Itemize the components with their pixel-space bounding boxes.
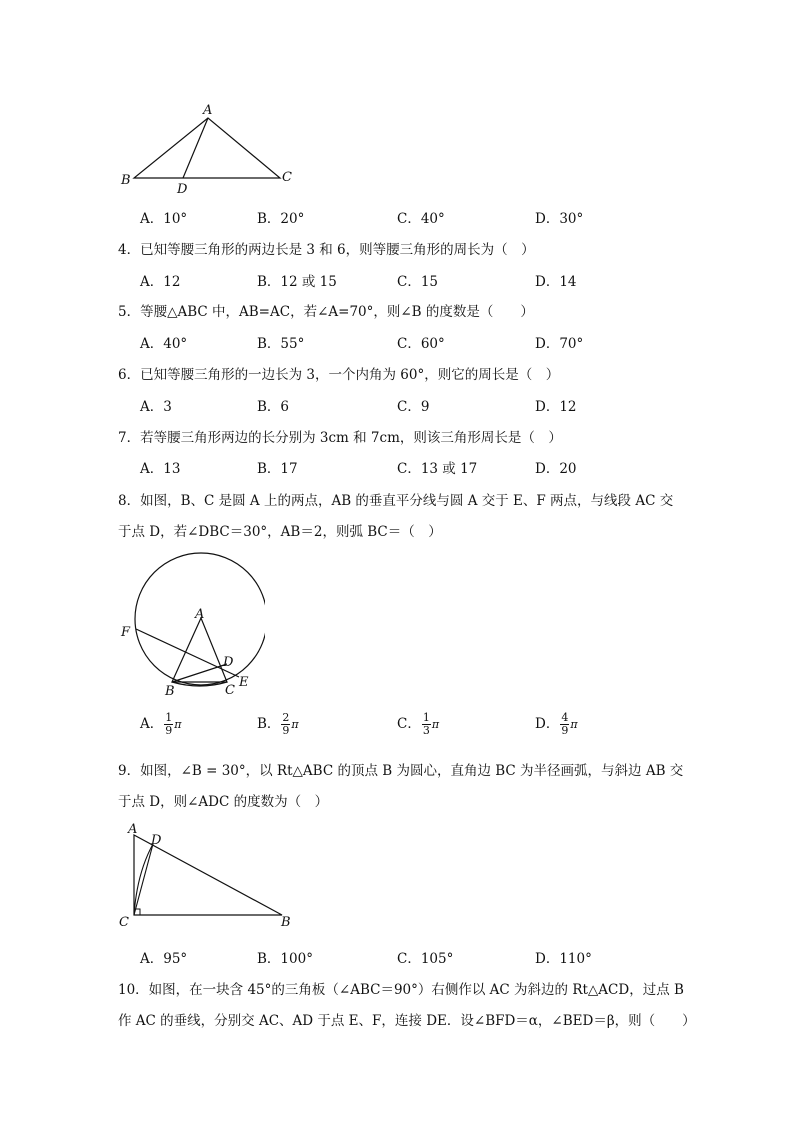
q4-option-b[interactable]: B．12 或 15 (257, 274, 337, 290)
q4-stem: 4．已知等腰三角形的两边长是 3 和 6，则等腰三角形的周长为（ ） (118, 242, 535, 258)
label-c: C (119, 915, 129, 930)
q8-stem-line2: 于点 D，若∠DBC＝30°，AB＝2，则弧 BC＝（ ） (118, 524, 442, 540)
q8-stem-line1: 8．如图，B、C 是圆 A 上的两点，AB 的垂直平分线与圆 A 交于 E、F 两点，与线段 AC 交 (118, 493, 674, 509)
label-b: B (121, 173, 131, 188)
pi-symbol: π (431, 718, 440, 731)
q6-option-b[interactable]: B．6 (257, 399, 290, 415)
q4-option-c[interactable]: C．15 (397, 274, 439, 290)
q10-stem-line2: 作 AC 的垂线，分别交 AC、AD 于点 E、F，连接 DE．设∠BFD＝α，∠BED＝β，则（ ） (118, 1013, 696, 1029)
q3-option-d[interactable]: D．30° (535, 211, 584, 227)
fraction: $\frac{1}{3}$ (422, 711, 430, 737)
q8-circle-figure (115, 545, 265, 700)
option-letter: D． (535, 716, 560, 732)
q7-stem: 7．若等腰三角形两边的长分别为 3cm 和 7cm，则该三角形周长是（ ） (118, 430, 562, 446)
q8-option-d[interactable] (535, 712, 578, 737)
label-b: B (165, 684, 175, 699)
segment-bd (172, 664, 227, 682)
q5-stem: 5．等腰△ABC 中，AB=AC，若∠A=70°，则∠B 的度数是（ ） (118, 304, 534, 320)
q9-option-d[interactable]: D．110° (535, 951, 592, 967)
label-a: A (195, 607, 205, 622)
q9-stem-line1: 9．如图，∠B = 30°，以 Rt△ABC 的顶点 B 为圆心，直角边 BC 为半径画弧，与斜边 AB 交 (118, 763, 684, 779)
label-b: B (281, 915, 291, 930)
option-letter: A． (140, 716, 164, 732)
label-d: D (177, 182, 188, 195)
q6-option-c[interactable]: C．9 (397, 399, 430, 415)
q5-option-a[interactable]: A．40° (140, 336, 188, 352)
q3-option-c[interactable]: C．40° (397, 211, 445, 227)
q5-option-c[interactable]: C．60° (397, 336, 445, 352)
q7-option-a[interactable]: A．13 (140, 461, 181, 477)
q7-option-d[interactable]: D．20 (535, 461, 577, 477)
q9-option-b[interactable]: B．100° (257, 951, 313, 967)
q9-stem-line2: 于点 D，则∠ADC 的度数为（ ） (118, 794, 329, 810)
option-letter: B． (257, 716, 281, 732)
pi-symbol: π (291, 718, 299, 731)
q10-stem-line1: 10．如图，在一块含 45°的三角板（∠ABC＝90°）右侧作以 AC 为斜边的 Rt△ACD，过点 B (118, 982, 684, 998)
label-d: D (151, 833, 162, 848)
segment-ad (183, 118, 208, 178)
q3-option-b[interactable]: B．20° (257, 211, 305, 227)
pi-symbol: π (174, 718, 182, 731)
option-letter: C． (397, 716, 421, 732)
q9-triangle-figure (115, 818, 300, 930)
fraction: $\frac{2}{9}$ (282, 711, 290, 737)
q4-option-a[interactable]: A．12 (140, 274, 181, 290)
label-f: F (121, 625, 131, 640)
fraction: $\frac{4}{9}$ (561, 711, 569, 737)
q3-option-a[interactable]: A．10° (140, 211, 188, 227)
q7-option-b[interactable]: B．17 (257, 461, 298, 477)
q9-option-a[interactable]: A．95° (140, 951, 188, 967)
q9-option-c[interactable]: C．105° (397, 951, 454, 967)
q6-option-a[interactable]: A．3 (140, 399, 172, 415)
q6-stem: 6．已知等腰三角形的一边长为 3，一个内角为 60°，则它的周长是（ ） (118, 367, 560, 383)
q5-option-d[interactable]: D．70° (535, 336, 584, 352)
q4-option-d[interactable]: D．14 (535, 274, 577, 290)
label-c: C (282, 170, 292, 185)
label-e: E (239, 675, 249, 690)
q3-triangle-figure (115, 100, 305, 195)
q7-option-c[interactable]: C．13 或 17 (397, 461, 478, 477)
q8-option-a[interactable] (140, 712, 181, 737)
pi-symbol: π (570, 718, 578, 731)
label-c: C (225, 683, 235, 698)
q8-option-c[interactable] (397, 712, 439, 737)
q8-option-b[interactable] (257, 712, 299, 737)
triangle-abc (134, 118, 280, 178)
label-a: A (128, 822, 138, 837)
q6-option-d[interactable]: D．12 (535, 399, 577, 415)
fraction: $\frac{1}{9}$ (165, 711, 173, 737)
label-d: D (223, 655, 234, 670)
q5-option-b[interactable]: B．55° (257, 336, 305, 352)
label-a: A (203, 103, 213, 118)
segment-cd (134, 844, 153, 915)
